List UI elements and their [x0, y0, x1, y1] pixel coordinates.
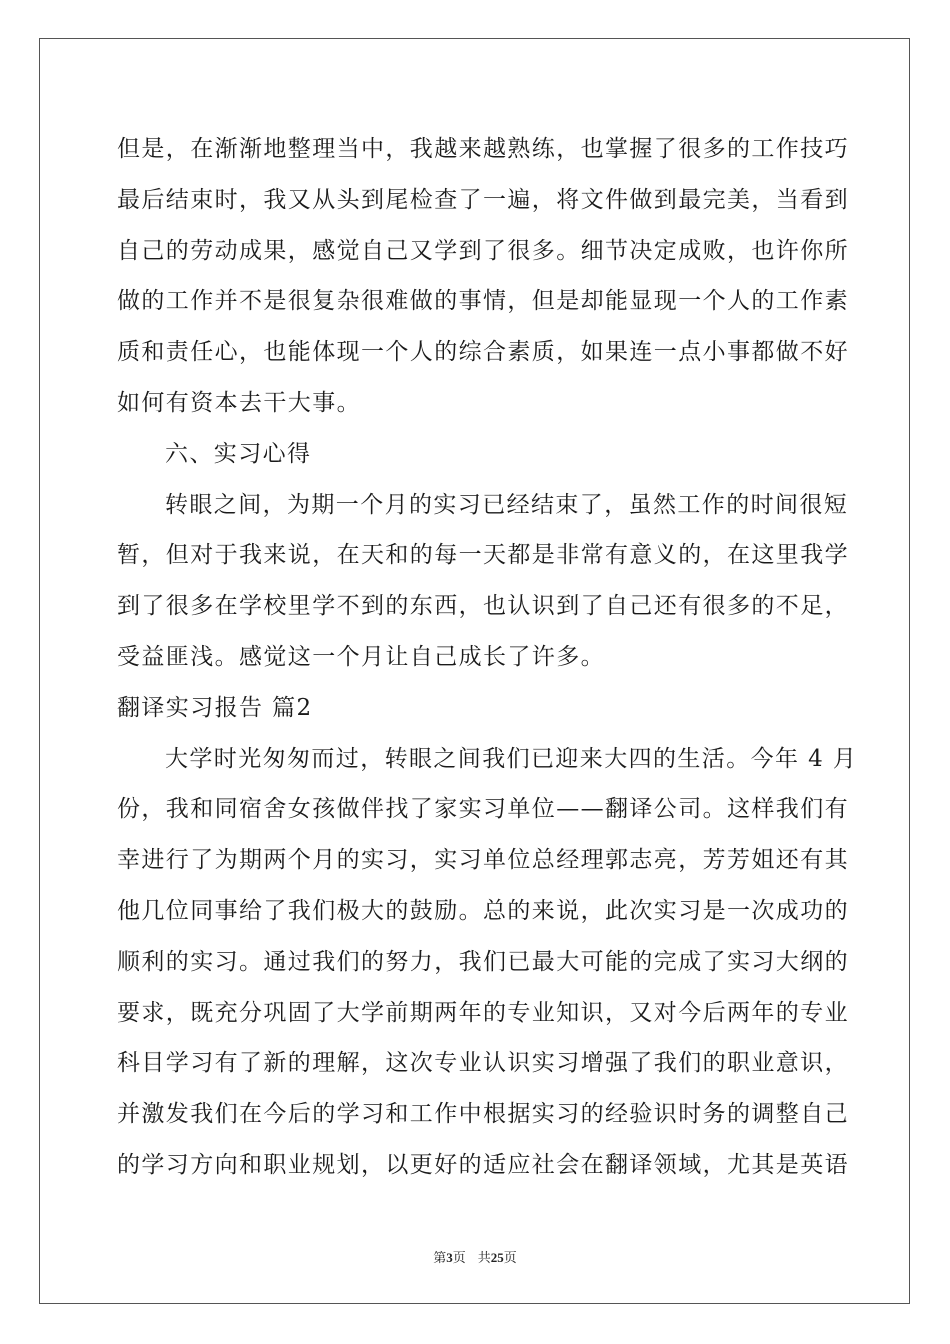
text-line: 科目学习有了新的理解，这次专业认识实习增强了我们的职业意识，	[117, 1050, 849, 1077]
current-page-number: 3	[446, 1250, 453, 1265]
total-page-count: 25	[490, 1250, 504, 1265]
text-line: 转眼之间，为期一个月的实习已经结束了，虽然工作的时间很短	[165, 491, 849, 518]
text-line: 自己的劳动成果，感觉自己又学到了很多。细节决定成败，也许你所	[117, 237, 849, 264]
text-line: 份，我和同宿舍女孩做伴找了家实习单位——翻译公司。这样我们有	[117, 796, 849, 823]
text-line: 大学时光匆匆而过，转眼之间我们已迎来大四的生活。今年 4 月	[165, 745, 858, 772]
text-line: 做的工作并不是很复杂很难做的事情，但是却能显现一个人的工作素	[117, 288, 849, 315]
text-line: 如何有资本去干大事。	[117, 389, 361, 416]
text-line: 顺利的实习。通过我们的努力，我们已最大可能的完成了实习大纲的	[117, 948, 849, 975]
text-line: 并激发我们在今后的学习和工作中根据实习的经验识时务的调整自己	[117, 1101, 849, 1128]
text-line: 的学习方向和职业规划，以更好的适应社会在翻译领域，尤其是英语	[117, 1151, 849, 1178]
total-prefix: 共	[477, 1250, 491, 1265]
text-line: 暂，但对于我来说，在天和的每一天都是非常有意义的，在这里我学	[117, 542, 849, 569]
text-line: 幸进行了为期两个月的实习，实习单位总经理郭志亮，芳芳姐还有其	[117, 847, 849, 874]
article-title: 翻译实习报告 篇2	[117, 694, 313, 721]
page-prefix: 第	[433, 1250, 447, 1265]
text-line: 最后结束时，我又从头到尾检查了一遍，将文件做到最完美，当看到	[117, 186, 849, 213]
text-line: 受益匪浅。感觉这一个月让自己成长了许多。	[117, 643, 605, 670]
text-line: 但是，在渐渐地整理当中，我越来越熟练，也掌握了很多的工作技巧	[117, 136, 849, 162]
page-footer	[0, 1247, 950, 1266]
document-body	[117, 124, 858, 1191]
text-line: 他几位同事给了我们极大的鼓励。总的来说，此次实习是一次成功的	[117, 897, 849, 924]
text-line: 到了很多在学校里学不到的东西，也认识到了自己还有很多的不足，	[117, 593, 849, 620]
section-heading: 六、实习心得	[165, 440, 312, 467]
text-line: 质和责任心，也能体现一个人的综合素质，如果连一点小事都做不好	[117, 339, 849, 366]
total-unit: 页	[503, 1250, 517, 1265]
page-unit: 页	[452, 1250, 466, 1265]
text-line: 要求，既充分巩固了大学前期两年的专业知识，又对今后两年的专业	[117, 999, 849, 1026]
